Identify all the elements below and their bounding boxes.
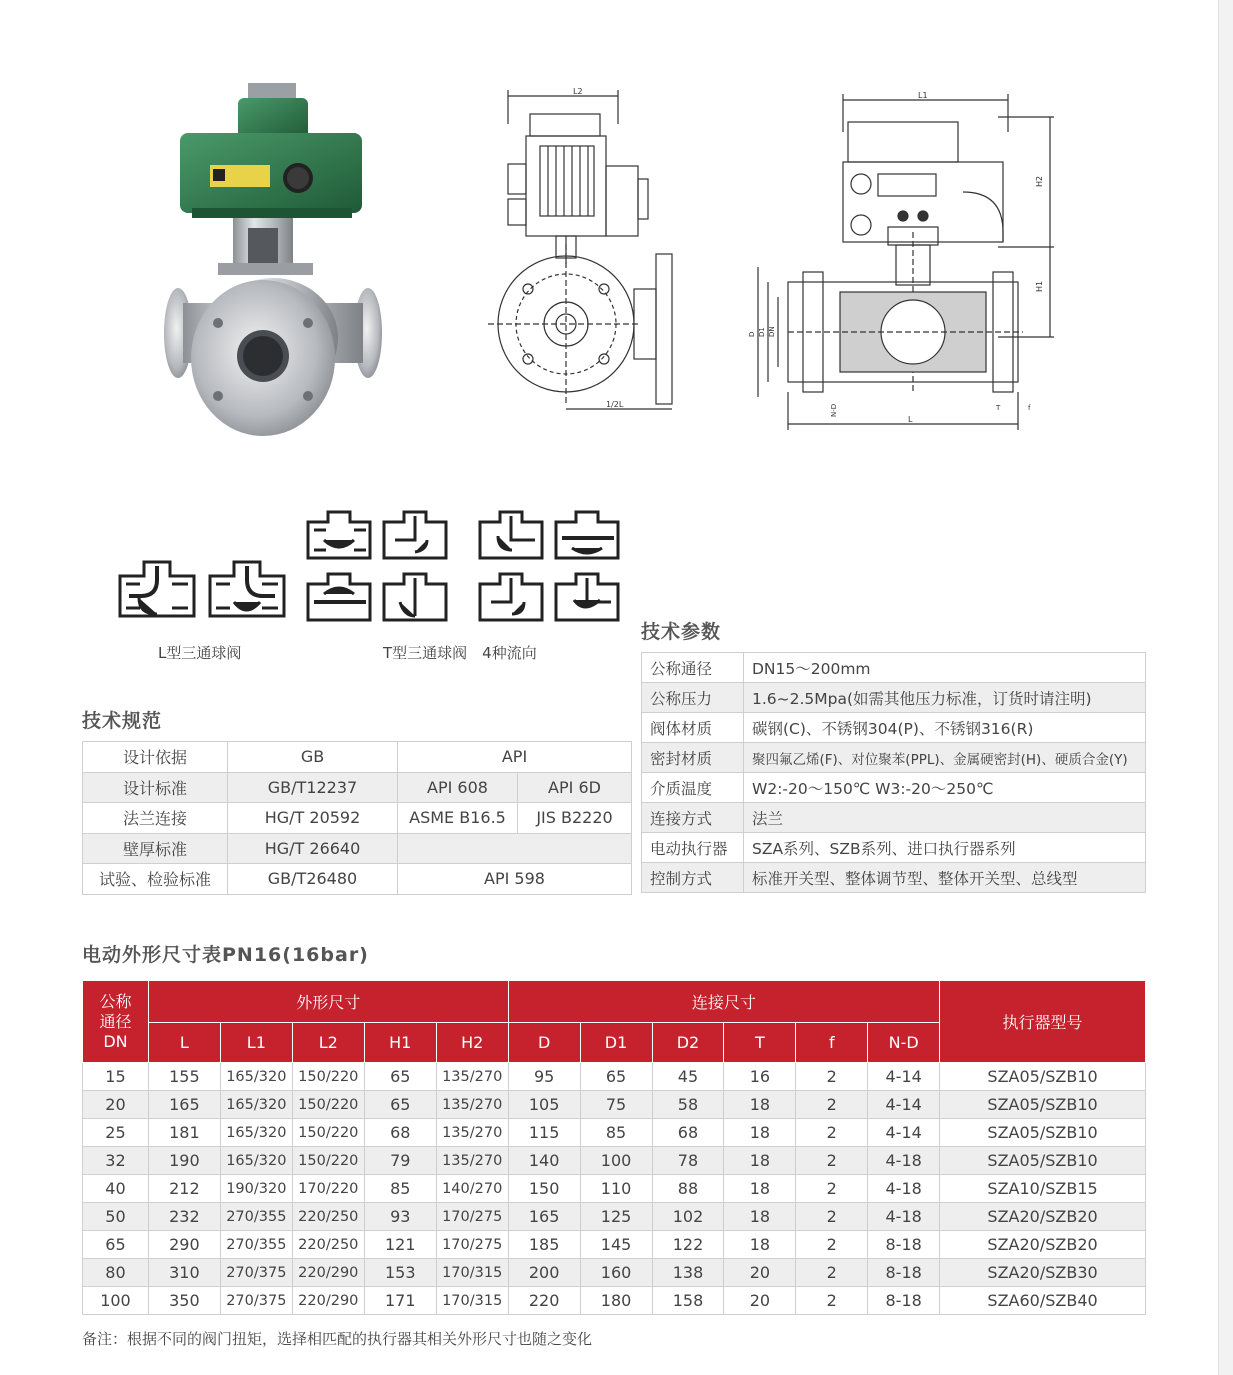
table-cell: 165/320	[220, 1119, 292, 1147]
table-cell: 220/250	[292, 1231, 364, 1259]
param-label: 控制方式	[642, 863, 744, 893]
table-cell: SZA20/SZB30	[940, 1259, 1146, 1287]
table-cell: 270/375	[220, 1259, 292, 1287]
table-row	[83, 1091, 1146, 1119]
param-label: 公称通径	[642, 653, 744, 683]
header-dn-line1: 公称	[99, 991, 132, 1011]
table-cell: 88	[652, 1175, 724, 1203]
table-row	[642, 833, 1146, 863]
table-cell: 290	[148, 1231, 220, 1259]
table-row	[83, 1147, 1146, 1175]
table-row	[642, 713, 1146, 743]
table-row	[83, 1203, 1146, 1231]
table-cell: 80	[83, 1259, 149, 1287]
param-value: 1.6~2.5Mpa(如需其他压力标准，订货时请注明)	[744, 683, 1146, 713]
label-d: D	[748, 331, 756, 337]
table-cell: SZA20/SZB20	[940, 1203, 1146, 1231]
spec-cell: API 608	[398, 772, 518, 803]
product-photo	[158, 78, 386, 440]
header-col: f	[796, 1023, 868, 1063]
table-cell: 2	[796, 1063, 868, 1091]
table-cell: 185	[508, 1231, 580, 1259]
label-d1: D1	[758, 327, 766, 337]
table-cell: 150/220	[292, 1091, 364, 1119]
table-cell: 65	[364, 1063, 436, 1091]
table-row	[642, 683, 1146, 713]
dimension-table	[82, 980, 1146, 1315]
param-value: 标准开关型、整体调节型、整体开关型、总线型	[744, 863, 1146, 893]
param-label: 阀体材质	[642, 713, 744, 743]
param-label: 密封材质	[642, 743, 744, 773]
table-cell: 220/250	[292, 1203, 364, 1231]
table-cell: 140/270	[436, 1175, 508, 1203]
spec-cell: GB/T26480	[228, 864, 398, 895]
header-dn-line2: 通径	[99, 1011, 132, 1031]
table-cell: 165	[148, 1091, 220, 1119]
table-cell: 310	[148, 1259, 220, 1287]
label-h1: H1	[1035, 280, 1044, 292]
label-l: L	[908, 415, 913, 424]
table-row	[642, 653, 1146, 683]
table-cell: 40	[83, 1175, 149, 1203]
table-cell: 150	[508, 1175, 580, 1203]
table-cell: SZA60/SZB40	[940, 1287, 1146, 1315]
table-row	[83, 1231, 1146, 1259]
table-cell: 8-18	[868, 1259, 940, 1287]
table-cell: 2	[796, 1091, 868, 1119]
table-cell: 8-18	[868, 1287, 940, 1315]
spec-cell: API	[398, 742, 632, 773]
table-cell: 150/220	[292, 1119, 364, 1147]
header-col: D1	[580, 1023, 652, 1063]
table-cell: 153	[364, 1259, 436, 1287]
table-row	[642, 743, 1146, 773]
table-cell: 18	[724, 1091, 796, 1119]
header-connect-group: 连接尺寸	[508, 981, 939, 1023]
table-cell: 270/355	[220, 1231, 292, 1259]
label-nd: N-D	[830, 403, 838, 417]
label-f: f	[1028, 404, 1031, 412]
table-cell: 58	[652, 1091, 724, 1119]
header-col: T	[724, 1023, 796, 1063]
spec-label: 壁厚标准	[83, 833, 228, 864]
table-cell: 18	[724, 1119, 796, 1147]
table-cell: 2	[796, 1203, 868, 1231]
table-row	[642, 803, 1146, 833]
table-cell: 145	[580, 1231, 652, 1259]
spec-title: 技术规范	[82, 710, 163, 732]
param-label: 公称压力	[642, 683, 744, 713]
footnote: 备注：根据不同的阀门扭矩，选择相匹配的执行器其相关外形尺寸也随之变化	[82, 1330, 593, 1348]
t-type-caption: T型三通球阀 4种流向	[383, 644, 537, 662]
table-cell: 78	[652, 1147, 724, 1175]
table-cell: 220/290	[292, 1259, 364, 1287]
table-row	[83, 803, 632, 834]
table-cell: 150/220	[292, 1147, 364, 1175]
table-cell: 135/270	[436, 1091, 508, 1119]
param-value: 聚四氟乙烯(F)、对位聚苯(PPL)、金属硬密封(H)、硬质合金(Y)	[744, 743, 1146, 773]
table-cell: 150/220	[292, 1063, 364, 1091]
table-cell: 4-14	[868, 1119, 940, 1147]
table-cell: 158	[652, 1287, 724, 1315]
table-cell: 270/375	[220, 1287, 292, 1315]
table-cell: 170/275	[436, 1203, 508, 1231]
param-label: 介质温度	[642, 773, 744, 803]
table-cell: 121	[364, 1231, 436, 1259]
label-dn: DN	[768, 326, 776, 337]
label-half-l: 1/2L	[606, 400, 624, 409]
table-cell: 135/270	[436, 1119, 508, 1147]
table-cell: 135/270	[436, 1147, 508, 1175]
table-cell: 20	[724, 1259, 796, 1287]
table-cell: 68	[364, 1119, 436, 1147]
table-cell: 165	[508, 1203, 580, 1231]
table-cell: 20	[83, 1091, 149, 1119]
table-cell: 65	[364, 1091, 436, 1119]
table-cell: SZA05/SZB10	[940, 1119, 1146, 1147]
table-cell: 110	[580, 1175, 652, 1203]
table-cell: 45	[652, 1063, 724, 1091]
header-dn	[83, 981, 149, 1063]
table-cell: 20	[724, 1287, 796, 1315]
table-cell: 190	[148, 1147, 220, 1175]
table-cell: 100	[83, 1287, 149, 1315]
table-cell: 15	[83, 1063, 149, 1091]
table-cell: 2	[796, 1287, 868, 1315]
table-row	[83, 1063, 1146, 1091]
table-cell: 155	[148, 1063, 220, 1091]
table-cell: 190/320	[220, 1175, 292, 1203]
table-cell: 50	[83, 1203, 149, 1231]
table-cell: 160	[580, 1259, 652, 1287]
table-cell: 165/320	[220, 1147, 292, 1175]
spec-label: 设计依据	[83, 742, 228, 773]
spec-cell: API 598	[398, 864, 632, 895]
table-row	[642, 773, 1146, 803]
label-h2: H2	[1035, 175, 1044, 187]
table-cell: 85	[364, 1175, 436, 1203]
spec-label: 法兰连接	[83, 803, 228, 834]
table-cell: 138	[652, 1259, 724, 1287]
table-cell: SZA20/SZB20	[940, 1231, 1146, 1259]
table-cell: 181	[148, 1119, 220, 1147]
table-row	[83, 1119, 1146, 1147]
table-cell: 220	[508, 1287, 580, 1315]
header-col: H1	[364, 1023, 436, 1063]
params-table	[641, 652, 1146, 893]
l-type-caption: L型三通球阀	[158, 644, 242, 662]
header-col: L	[148, 1023, 220, 1063]
param-value: SZA系列、SZB系列、进口执行器系列	[744, 833, 1146, 863]
table-cell: 122	[652, 1231, 724, 1259]
table-cell: 32	[83, 1147, 149, 1175]
table-cell: 2	[796, 1175, 868, 1203]
table-cell: SZA10/SZB15	[940, 1175, 1146, 1203]
spec-cell	[398, 833, 632, 864]
header-col: D2	[652, 1023, 724, 1063]
param-label: 连接方式	[642, 803, 744, 833]
table-cell: 170/315	[436, 1287, 508, 1315]
header-col: L2	[292, 1023, 364, 1063]
l-type-flow-diagrams	[114, 556, 290, 626]
spec-label: 试验、检验标准	[83, 864, 228, 895]
page-edge	[1218, 0, 1233, 1375]
table-cell: 180	[580, 1287, 652, 1315]
param-value: W2:-20～150℃ W3:-20～250℃	[744, 773, 1146, 803]
table-cell: 79	[364, 1147, 436, 1175]
table-row	[83, 742, 632, 773]
param-value: DN15～200mm	[744, 653, 1146, 683]
table-cell: 170/275	[436, 1231, 508, 1259]
table-cell: 2	[796, 1147, 868, 1175]
table-cell: 105	[508, 1091, 580, 1119]
table-cell: 220/290	[292, 1287, 364, 1315]
table-cell: 171	[364, 1287, 436, 1315]
table-cell: SZA05/SZB10	[940, 1147, 1146, 1175]
table-cell: 18	[724, 1175, 796, 1203]
table-cell: 4-18	[868, 1147, 940, 1175]
table-cell: 65	[83, 1231, 149, 1259]
param-value: 法兰	[744, 803, 1146, 833]
label-l2: L2	[573, 87, 583, 96]
header-col: N-D	[868, 1023, 940, 1063]
table-cell: 170/315	[436, 1259, 508, 1287]
spec-table	[82, 741, 632, 895]
table-cell: 93	[364, 1203, 436, 1231]
header-outline-group: 外形尺寸	[148, 981, 508, 1023]
side-view-drawing	[488, 84, 683, 424]
table-cell: 85	[580, 1119, 652, 1147]
spec-cell: ASME B16.5	[398, 803, 518, 834]
header-col: L1	[220, 1023, 292, 1063]
table-cell: 165/320	[220, 1063, 292, 1091]
param-value: 碳钢(C)、不锈钢304(P)、不锈钢316(R)	[744, 713, 1146, 743]
table-cell: 212	[148, 1175, 220, 1203]
table-cell: 4-14	[868, 1091, 940, 1119]
table-cell: 18	[724, 1203, 796, 1231]
spec-cell: HG/T 26640	[228, 833, 398, 864]
table-cell: 75	[580, 1091, 652, 1119]
table-row	[83, 1259, 1146, 1287]
table-cell: 2	[796, 1259, 868, 1287]
table-row	[83, 833, 632, 864]
table-cell: 100	[580, 1147, 652, 1175]
table-cell: 18	[724, 1147, 796, 1175]
table-cell: 165/320	[220, 1091, 292, 1119]
param-label: 电动执行器	[642, 833, 744, 863]
table-cell: 4-18	[868, 1203, 940, 1231]
table-cell: 4-18	[868, 1175, 940, 1203]
table-cell: 16	[724, 1063, 796, 1091]
t-type-flow-diagrams	[304, 508, 620, 628]
label-t: T	[996, 404, 1001, 412]
header-col: D	[508, 1023, 580, 1063]
table-cell: 270/355	[220, 1203, 292, 1231]
table-cell: 200	[508, 1259, 580, 1287]
params-title: 技术参数	[641, 621, 722, 643]
table-cell: SZA05/SZB10	[940, 1091, 1146, 1119]
table-cell: 125	[580, 1203, 652, 1231]
spec-cell: GB/T12237	[228, 772, 398, 803]
table-cell: 2	[796, 1231, 868, 1259]
table-cell: 115	[508, 1119, 580, 1147]
label-l1: L1	[918, 92, 928, 100]
table-cell: 18	[724, 1231, 796, 1259]
spec-cell: JIS B2220	[518, 803, 632, 834]
table-row	[83, 1287, 1146, 1315]
dimension-title: 电动外形尺寸表PN16(16bar)	[82, 944, 369, 966]
table-cell: 170/220	[292, 1175, 364, 1203]
header-col: H2	[436, 1023, 508, 1063]
table-cell: 95	[508, 1063, 580, 1091]
header-actuator: 执行器型号	[940, 981, 1146, 1063]
table-cell: 140	[508, 1147, 580, 1175]
table-cell: 65	[580, 1063, 652, 1091]
table-row	[83, 772, 632, 803]
table-cell: 135/270	[436, 1063, 508, 1091]
table-row	[642, 863, 1146, 893]
table-cell: 4-14	[868, 1063, 940, 1091]
table-cell: 68	[652, 1119, 724, 1147]
table-cell: 232	[148, 1203, 220, 1231]
spec-cell: HG/T 20592	[228, 803, 398, 834]
table-cell: 350	[148, 1287, 220, 1315]
table-cell: SZA05/SZB10	[940, 1063, 1146, 1091]
header-dn-line3: DN	[103, 1031, 128, 1051]
section-view-drawing	[748, 92, 1060, 432]
spec-cell: API 6D	[518, 772, 632, 803]
table-cell: 8-18	[868, 1231, 940, 1259]
table-row	[83, 1175, 1146, 1203]
table-cell: 2	[796, 1119, 868, 1147]
table-cell: 102	[652, 1203, 724, 1231]
header-row	[83, 981, 1146, 1023]
spec-label: 设计标准	[83, 772, 228, 803]
table-cell: 25	[83, 1119, 149, 1147]
spec-cell: GB	[228, 742, 398, 773]
table-row	[83, 864, 632, 895]
